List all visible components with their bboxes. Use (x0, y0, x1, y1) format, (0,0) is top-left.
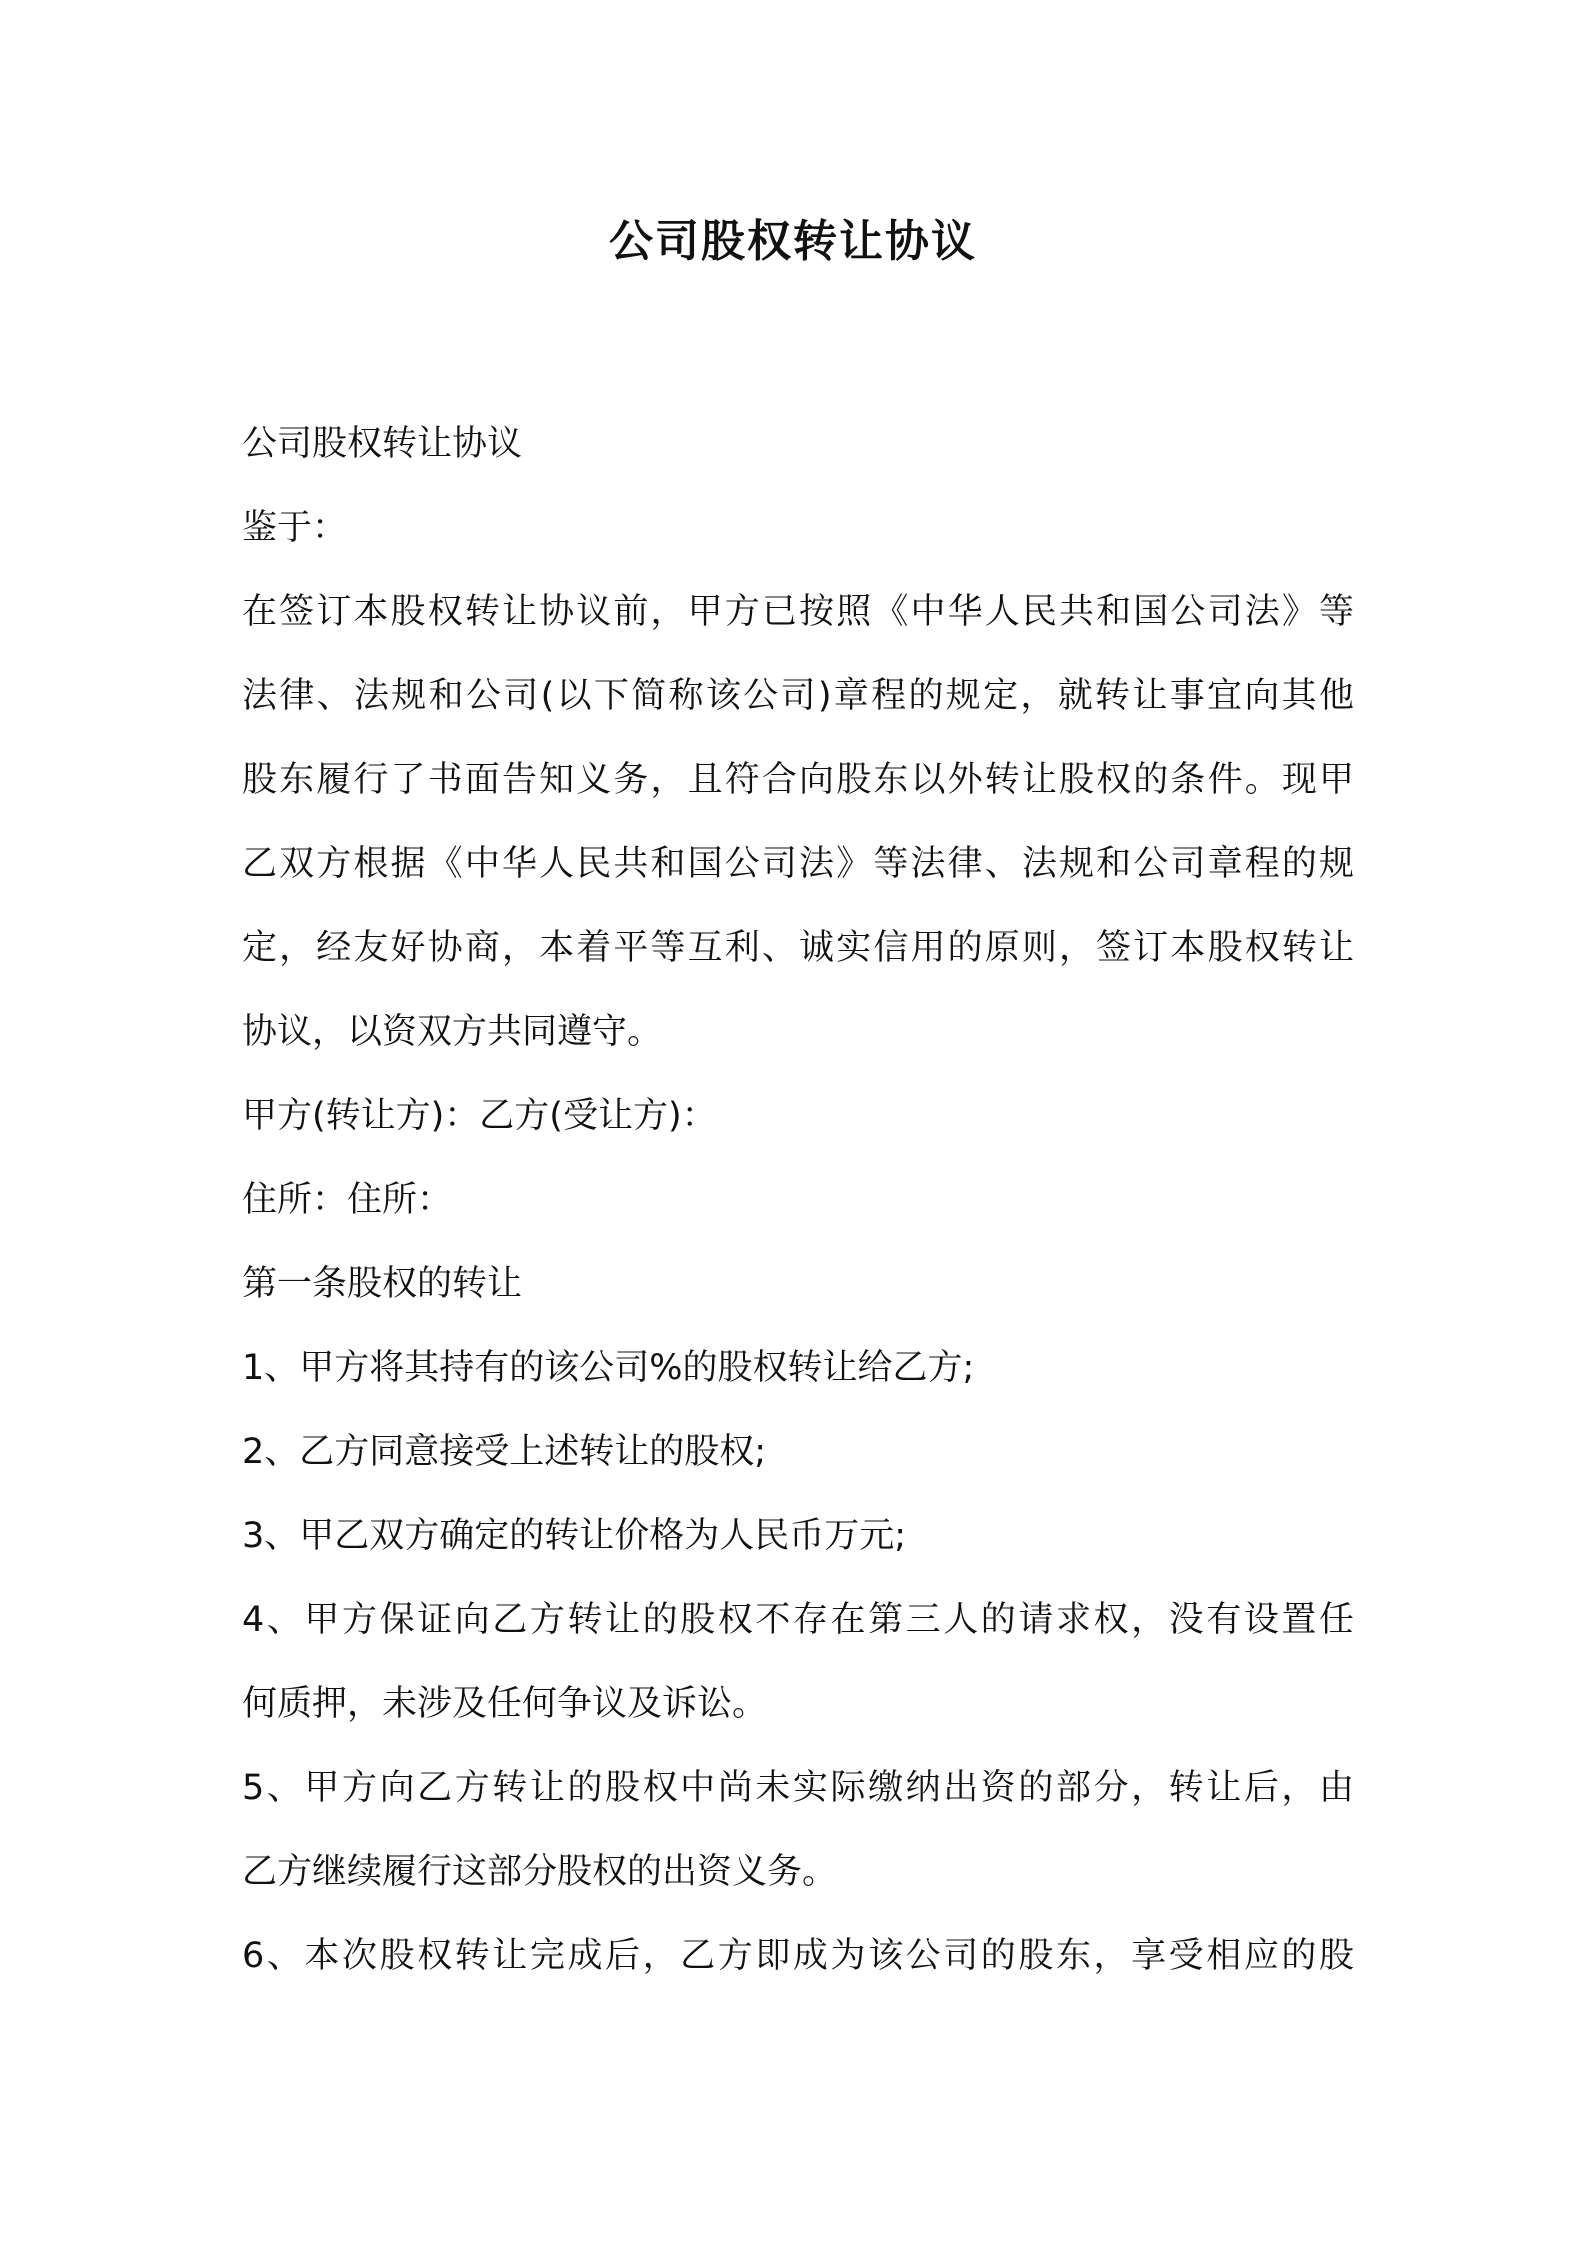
heading-line: 公司股权转让协议 (242, 424, 523, 464)
document-title: 公司股权转让协议 (609, 216, 977, 267)
paragraph-line: 法律、法规和公司(以下简称该公司)章程的规定，就转让事宜向其他 (242, 676, 1354, 716)
whereas-line: 鉴于： (242, 508, 348, 548)
clause-line: 5、甲方向乙方转让的股权中尚未实际缴纳出资的部分，转让后，由 (242, 1768, 1354, 1808)
clause-line: 1、甲方将其持有的该公司%的股权转让给乙方; (242, 1348, 975, 1388)
clause-line: 乙方继续履行这部分股权的出资义务。 (242, 1852, 838, 1892)
paragraph-line: 定，经友好协商，本着平等互利、诚实信用的原则，签订本股权转让 (242, 928, 1354, 968)
article-heading: 第一条股权的转让 (242, 1264, 523, 1304)
clause-line: 4、甲方保证向乙方转让的股权不存在第三人的请求权，没有设置任 (242, 1600, 1354, 1640)
clause-line: 何质押，未涉及任何争议及诉讼。 (242, 1684, 768, 1724)
paragraph-line: 股东履行了书面告知义务，且符合向股东以外转让股权的条件。现甲 (242, 760, 1354, 800)
clause-line: 6、本次股权转让完成后，乙方即成为该公司的股东，享受相应的股 (242, 1936, 1354, 1976)
party-line: 甲方(转让方)：乙方(受让方)： (242, 1096, 717, 1136)
clause-line: 2、乙方同意接受上述转让的股权; (242, 1432, 767, 1472)
paragraph-line: 在签订本股权转让协议前，甲方已按照《中华人民共和国公司法》等 (242, 592, 1354, 632)
document-body (242, 402, 1354, 1998)
address-line: 住所：住所： (242, 1180, 453, 1220)
paragraph-line: 协议，以资双方共同遵守。 (242, 1012, 663, 1052)
clause-line: 3、甲乙双方确定的转让价格为人民币万元; (242, 1516, 907, 1556)
paragraph-line: 乙双方根据《中华人民共和国公司法》等法律、法规和公司章程的规 (242, 844, 1354, 884)
